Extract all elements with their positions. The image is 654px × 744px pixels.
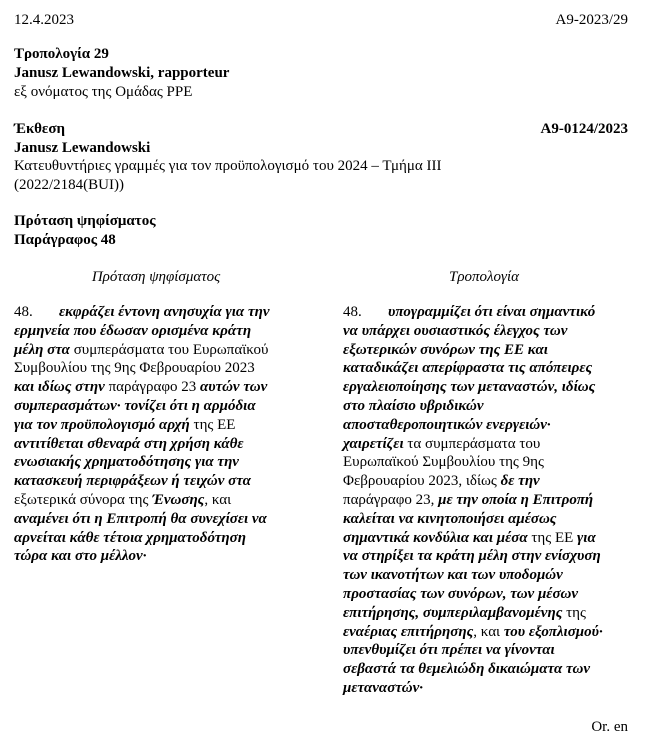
- text-line: [343, 679, 639, 698]
- text-line: [14, 472, 310, 491]
- text-line: [343, 435, 639, 454]
- text-run: Φεβρουαρίου 2023, ιδίως: [343, 473, 501, 490]
- amendment-text-column: [343, 303, 639, 698]
- text-run: , και: [204, 491, 232, 508]
- text-line: [343, 491, 639, 510]
- text-line: [14, 435, 310, 454]
- text-run: της: [562, 604, 586, 621]
- changed-text-run: μεταναστών·: [343, 679, 423, 696]
- text-line: [343, 641, 639, 660]
- changed-text-run: εργαλειοποίησης των μεταναστών, ιδίως: [343, 379, 596, 396]
- changed-text-run: στο πλαίσιο υβριδικών: [343, 397, 484, 414]
- paragraph-number: 48.: [14, 304, 33, 320]
- text-line: [14, 416, 310, 435]
- original-column-heading: Πρόταση ψηφίσματος: [91, 269, 221, 285]
- text-run: τα συμπεράσματα του: [403, 435, 541, 452]
- text-run: παράγραφο 23: [104, 379, 200, 396]
- report-number: A9-0124/2023: [540, 121, 628, 137]
- changed-text-run: επιτήρησης, συμπεριλαμβανομένης: [343, 604, 563, 621]
- paragraph-number: 48.: [343, 304, 362, 320]
- text-line: [14, 453, 310, 472]
- text-line: [343, 529, 639, 548]
- text-run: Συμβουλίου της 9ης Φεβρουαρίου 2023: [14, 360, 255, 377]
- amendment-title: Τροπολογία 29: [14, 46, 109, 62]
- changed-text-run: καλείται να κινητοποιήσει αμέσως: [343, 510, 557, 527]
- report-title: Κατευθυντήριες γραμμές για τον προϋπολογισμό του 2024 – Τμήμα III: [14, 158, 442, 175]
- text-line: [343, 378, 639, 397]
- text-run: συμπεράσματα του Ευρωπαϊκού: [69, 341, 269, 358]
- changed-text-run: εκφράζει έντονη ανησυχία για την: [59, 304, 270, 320]
- changed-text-run: των ικανοτήτων και των υποδομών: [343, 567, 563, 584]
- document-date: 12.4.2023: [14, 12, 74, 28]
- text-line: [14, 397, 310, 416]
- changed-text-run: αρνείται κάθε τέτοια χρηματοδότηση: [14, 529, 246, 546]
- changed-text-run: προστασίας των συνόρων, των μέσων: [343, 585, 579, 602]
- text-line: [343, 453, 639, 472]
- text-line: [343, 322, 639, 341]
- text-line: [14, 322, 310, 341]
- text-line: [14, 378, 310, 397]
- changed-text-run: συμπερασμάτων· τονίζει ότι η αρμόδια: [14, 397, 256, 414]
- text-line: [343, 660, 639, 679]
- changed-text-run: αυτών των: [199, 379, 268, 396]
- text-run: Ευρωπαϊκού Συμβουλίου της 9ης: [343, 454, 544, 471]
- changed-text-run: τώρα και στο μέλλον·: [14, 548, 147, 565]
- changed-text-run: μέλη στα: [14, 341, 70, 358]
- text-line: [343, 547, 639, 566]
- changed-text-run: αναμένει ότι η Επιτροπή θα συνεχίσει να: [14, 510, 267, 527]
- text-line: [343, 416, 639, 435]
- text-line: [14, 491, 310, 510]
- changed-text-run: αποσταθεροποιητικών ενεργειών·: [343, 416, 551, 433]
- text-line: [14, 547, 310, 566]
- changed-text-run: να στηρίξει τα κράτη μέλη στην ενίσχυση: [343, 548, 601, 565]
- target-document: Πρόταση ψηφίσματος: [14, 213, 156, 229]
- text-line: [14, 510, 310, 529]
- report-block: [14, 120, 441, 194]
- changed-text-run: για τον προϋπολογισμό αρχή: [14, 416, 190, 433]
- changed-text-run: κατασκευή περιφράξεων ή τειχών στα: [14, 473, 251, 490]
- text-line: [343, 566, 639, 585]
- report-rapporteur: Janusz Lewandowski: [14, 139, 151, 156]
- amendment-author: Janusz Lewandowski, rapporteur: [14, 65, 230, 81]
- text-line: [343, 510, 639, 529]
- text-line: [14, 359, 310, 378]
- amendment-on-behalf: εξ ονόματος της Ομάδας PPE: [14, 84, 193, 100]
- text-run: της ΕΕ: [189, 416, 236, 433]
- text-line: [343, 472, 639, 491]
- changed-text-run: του εξοπλισμού·: [503, 623, 603, 640]
- report-label: Έκθεση: [14, 121, 66, 137]
- report-procedure: (2022/2184(BUI)): [14, 176, 124, 193]
- changed-text-run: υπογραμμίζει ότι είναι σημαντικό: [388, 304, 596, 320]
- changed-text-run: εξωτερικών συνόρων της ΕΕ και: [343, 341, 548, 358]
- text-line: [343, 397, 639, 416]
- text-line: [343, 585, 639, 604]
- text-line: [343, 359, 639, 378]
- text-line: [14, 303, 310, 322]
- target-block: [14, 212, 156, 249]
- changed-text-run: σεβαστά τα θεμελιώδη δικαιώματα των: [343, 661, 590, 678]
- text-line: [343, 341, 639, 360]
- amendment-block: [14, 45, 229, 102]
- changed-text-run: Ένωσης: [152, 491, 205, 508]
- target-paragraph: Παράγραφος 48: [14, 231, 116, 248]
- changed-text-run: δε την: [500, 473, 540, 490]
- changed-text-run: και ιδίως στην: [14, 379, 105, 396]
- text-line: [343, 303, 639, 322]
- changed-text-run: ενωσιακής χρηματοδότησης για την: [14, 454, 239, 471]
- changed-text-run: χαιρετίζει: [343, 435, 404, 452]
- original-language: Or. en: [591, 719, 628, 735]
- changed-text-run: για: [577, 529, 596, 546]
- text-line: [14, 529, 310, 548]
- changed-text-run: ερμηνεία που έδωσαν ορισμένα κράτη: [14, 322, 252, 339]
- changed-text-run: να υπάρχει ουσιαστικός έλεγχος των: [343, 322, 568, 339]
- text-run: παράγραφο 23,: [343, 491, 439, 508]
- text-run: της ΕΕ: [527, 529, 578, 546]
- text-line: [14, 341, 310, 360]
- original-text-column: [14, 303, 310, 566]
- changed-text-run: σημαντικά κονδύλια και μέσα: [343, 529, 528, 546]
- changed-text-run: καταδικάζει απερίφραστα τις απόπειρες: [343, 360, 593, 377]
- changed-text-run: εναέριας επιτήρησης: [343, 623, 474, 640]
- changed-text-run: αντιτίθεται σθεναρά στη χρήση κάθε: [14, 435, 244, 452]
- text-line: [343, 623, 639, 642]
- changed-text-run: υπενθυμίζει ότι πρέπει να γίνονται: [343, 642, 555, 659]
- amendment-column-heading: Τροπολογία: [448, 269, 519, 285]
- document-reference: A9-2023/29: [555, 12, 628, 28]
- text-run: , και: [473, 623, 504, 640]
- text-line: [343, 604, 639, 623]
- text-run: εξωτερικά σύνορα της: [14, 491, 153, 508]
- changed-text-run: με την οποία η Επιτροπή: [438, 491, 594, 508]
